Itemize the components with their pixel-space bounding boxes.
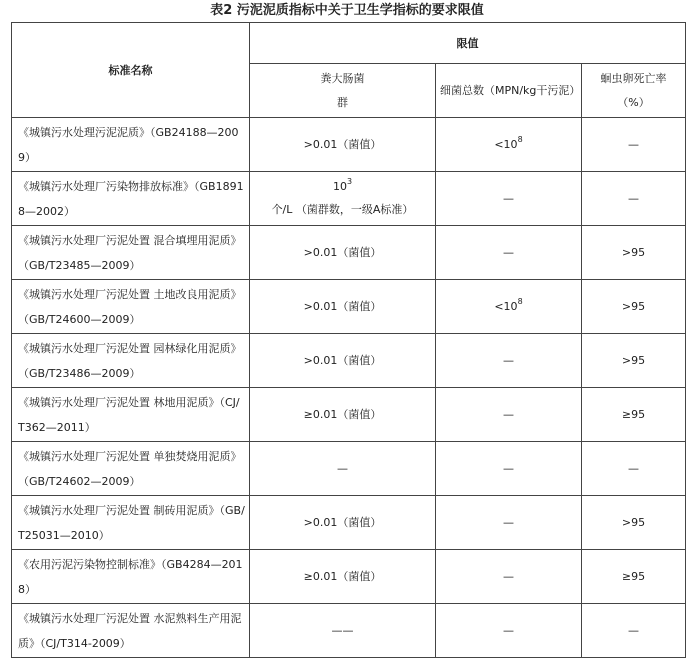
standard-name-cell: 《城镇污水处理污泥泥质》（GB24188—2009） <box>12 118 250 172</box>
header-fecal: 粪大肠菌群 <box>250 64 436 118</box>
bacteria-cell: — <box>436 172 582 226</box>
table-row <box>12 226 686 280</box>
fecal-cell: —— <box>250 604 436 658</box>
table-row <box>12 604 686 658</box>
table-row <box>12 496 686 550</box>
bacteria-cell: — <box>436 550 582 604</box>
standard-name-cell: 《城镇污水处理厂污泥处置 土地改良用泥质》（GB/T24600—2009） <box>12 280 250 334</box>
fecal-cell: >0.01（菌值） <box>250 118 436 172</box>
fecal-cell: >0.01（菌值） <box>250 226 436 280</box>
fecal-cell: >0.01（菌值） <box>250 334 436 388</box>
standard-name-cell: 《城镇污水处理厂污泥处置 制砖用泥质》（GB/T25031—2010） <box>12 496 250 550</box>
table-row <box>12 442 686 496</box>
fecal-cell: >0.01（菌值） <box>250 496 436 550</box>
egg-cell: — <box>582 442 686 496</box>
bacteria-cell: — <box>436 334 582 388</box>
egg-cell: >95 <box>582 334 686 388</box>
fecal-cell: ≥0.01（菌值） <box>250 388 436 442</box>
egg-cell: >95 <box>582 280 686 334</box>
header-egg: 蛔虫卵死亡率（%） <box>582 64 686 118</box>
table-row <box>12 280 686 334</box>
header-bacteria: 细菌总数（MPN/kg干污泥） <box>436 64 582 118</box>
standard-name-cell: 《城镇污水处理厂污泥处置 园林绿化用泥质》（GB/T23486—2009） <box>12 334 250 388</box>
egg-cell: — <box>582 172 686 226</box>
bacteria-cell: — <box>436 442 582 496</box>
bacteria-cell: — <box>436 388 582 442</box>
fecal-cell: — <box>250 442 436 496</box>
table-row <box>12 172 686 226</box>
header-standard-name: 标准名称 <box>12 23 250 118</box>
egg-cell: >95 <box>582 226 686 280</box>
bacteria-cell: — <box>436 604 582 658</box>
bacteria-cell: $<10^8$ <box>436 280 582 334</box>
bacteria-cell: — <box>436 496 582 550</box>
standard-name-cell: 《城镇污水处理厂污染物排放标准》（GB18918—2002） <box>12 172 250 226</box>
egg-cell: — <box>582 604 686 658</box>
standard-name-cell: 《城镇污水处理厂污泥处置 混合填埋用泥质》（GB/T23485—2009） <box>12 226 250 280</box>
standard-name-cell: 《城镇污水处理厂污泥处置 林地用泥质》（CJ/T362—2011） <box>12 388 250 442</box>
table-row <box>12 334 686 388</box>
header-limit: 限值 <box>250 23 686 64</box>
fecal-cell: ≥0.01（菌值） <box>250 550 436 604</box>
fecal-cell: >0.01（菌值） <box>250 280 436 334</box>
bacteria-cell: $<10^8$ <box>436 118 582 172</box>
standard-name-cell: 《农用污泥污染物控制标准》（GB4284—2018） <box>12 550 250 604</box>
table-row <box>12 550 686 604</box>
standards-table <box>11 22 686 658</box>
standard-name-cell: 《城镇污水处理厂污泥处置 水泥熟料生产用泥质》（CJ/T314-2009） <box>12 604 250 658</box>
table-row <box>12 388 686 442</box>
egg-cell: >95 <box>582 496 686 550</box>
bacteria-cell: — <box>436 226 582 280</box>
table-caption: 表2 污泥泥质指标中关于卫生学指标的要求限值 <box>210 3 484 18</box>
egg-cell: ≥95 <box>582 550 686 604</box>
egg-cell: ≥95 <box>582 388 686 442</box>
table-row <box>12 118 686 172</box>
fecal-cell: $10^3$个/L （菌群数，一级A标准） <box>250 172 436 226</box>
egg-cell: — <box>582 118 686 172</box>
standard-name-cell: 《城镇污水处理厂污泥处置 单独焚烧用泥质》（GB/T24602—2009） <box>12 442 250 496</box>
